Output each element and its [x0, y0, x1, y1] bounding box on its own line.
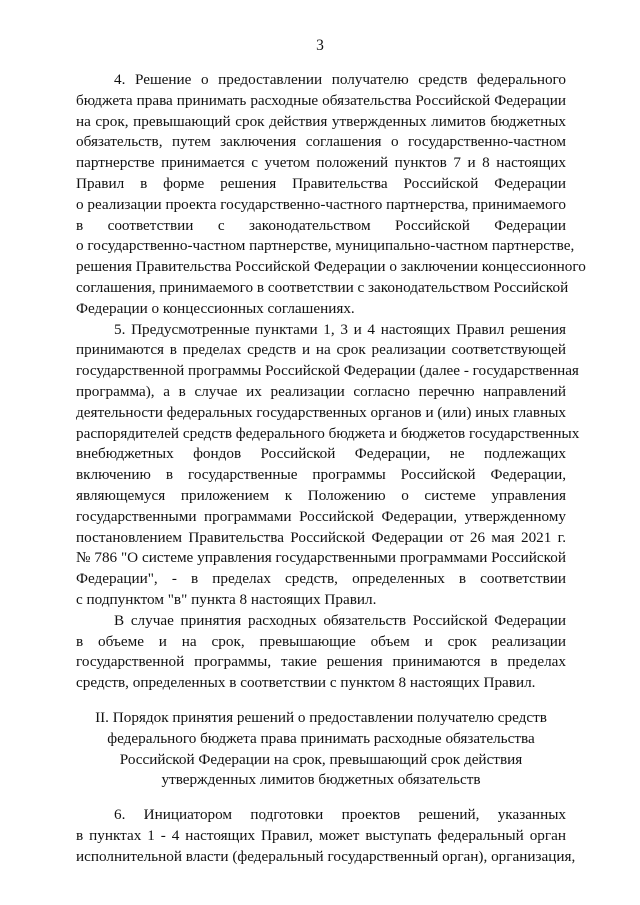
heading-line: утвержденных лимитов бюджетных обязательств	[161, 771, 481, 789]
heading-line: II. Порядок принятия решений о предоставлении получателю средств	[95, 708, 547, 726]
section-heading	[76, 708, 566, 791]
text-line: включению в государственные программы Российской Федерации,	[76, 466, 566, 484]
text-line: государственной программы, такие решения принимаются в пределах	[76, 653, 566, 671]
text-line: решения Правительства Российской Федерации о заключении концессионного	[76, 258, 586, 276]
text-line: Федерации о концессионных соглашениях.	[76, 299, 355, 317]
text-line: № 786 "О системе управления государственными программами Российской	[76, 549, 566, 567]
text-line: с подпунктом "в" пункта 8 настоящих Правил.	[76, 590, 377, 608]
paragraph-5	[76, 320, 580, 611]
text-line: в соответствии с законодательством Российской Федерации	[76, 216, 566, 234]
text-line: обязательств, путем заключения соглашения о государственно-частном	[76, 133, 566, 151]
text-line: в объеме и на срок, превышающие объем и срок реализации	[76, 632, 566, 650]
text-line: В случае принятия расходных обязательств Российской Федерации	[114, 611, 566, 629]
text-line: партнерстве принимается с учетом положений пунктов 7 и 8 настоящих	[76, 154, 566, 172]
text-line: внебюджетных фондов Российской Федерации, не подлежащих	[76, 445, 566, 463]
paragraph-4	[76, 70, 586, 320]
text-line: средств, определенных в соответствии с пунктом 8 настоящих Правил.	[76, 674, 536, 692]
text-line: 6. Инициатором подготовки проектов решений, указанных	[114, 806, 566, 824]
text-line: программа), а в случае их реализации согласно перечню направлений	[76, 382, 566, 400]
text-line: 5. Предусмотренные пунктами 1, 3 и 4 настоящих Правил решения	[114, 320, 566, 338]
text-line: в пунктах 1 - 4 настоящих Правил, может выступать федеральный орган	[76, 826, 566, 844]
text-line: о государственно-частном партнерстве, муниципально-частном партнерстве,	[76, 237, 575, 255]
text-line: бюджета права принимать расходные обязательства Российской Федерации	[76, 91, 566, 109]
text-line: государственной программы Российской Федерации (далее - государственная	[76, 362, 579, 380]
text-line: Федерации", - в пределах средств, определенных в соответствии	[76, 570, 566, 588]
text-line: являющемуся приложением к Положению о системе управления	[76, 486, 566, 504]
page-number: 3	[316, 37, 324, 54]
text-line: деятельности федеральных государственных органов и (или) иных главных	[76, 403, 566, 421]
text-line: распорядителей средств федерального бюджета и бюджетов государственных	[76, 424, 580, 442]
text-line: соглашения, принимаемого в соответствии с законодательством Российской	[76, 278, 569, 296]
heading-line: Российской Федерации на срок, превышающий срок действия	[119, 750, 523, 768]
text-line: на срок, превышающий срок действия утвержденных лимитов бюджетных	[76, 112, 566, 130]
text-line: о реализации проекта государственно-частного партнерства, принимаемого	[76, 195, 566, 213]
document-body	[76, 70, 586, 867]
paragraph-5-continuation	[76, 611, 566, 694]
paragraph-6	[76, 805, 576, 867]
text-line: 4. Решение о предоставлении получателю средств федерального	[114, 71, 566, 88]
text-line: Правил в форме решения Правительства Российской Федерации	[76, 174, 566, 192]
text-line: исполнительной власти (федеральный государственный орган), организация,	[76, 847, 576, 865]
text-line: государственными программами Российской Федерации, утвержденному	[76, 507, 566, 525]
text-line: принимаются в пределах средств и на срок реализации соответствующей	[76, 341, 566, 359]
text-line: постановлением Правительства Российской Федерации от 26 мая 2021 г.	[76, 528, 566, 546]
heading-line: федерального бюджета права принимать расходные обязательства	[107, 729, 535, 747]
